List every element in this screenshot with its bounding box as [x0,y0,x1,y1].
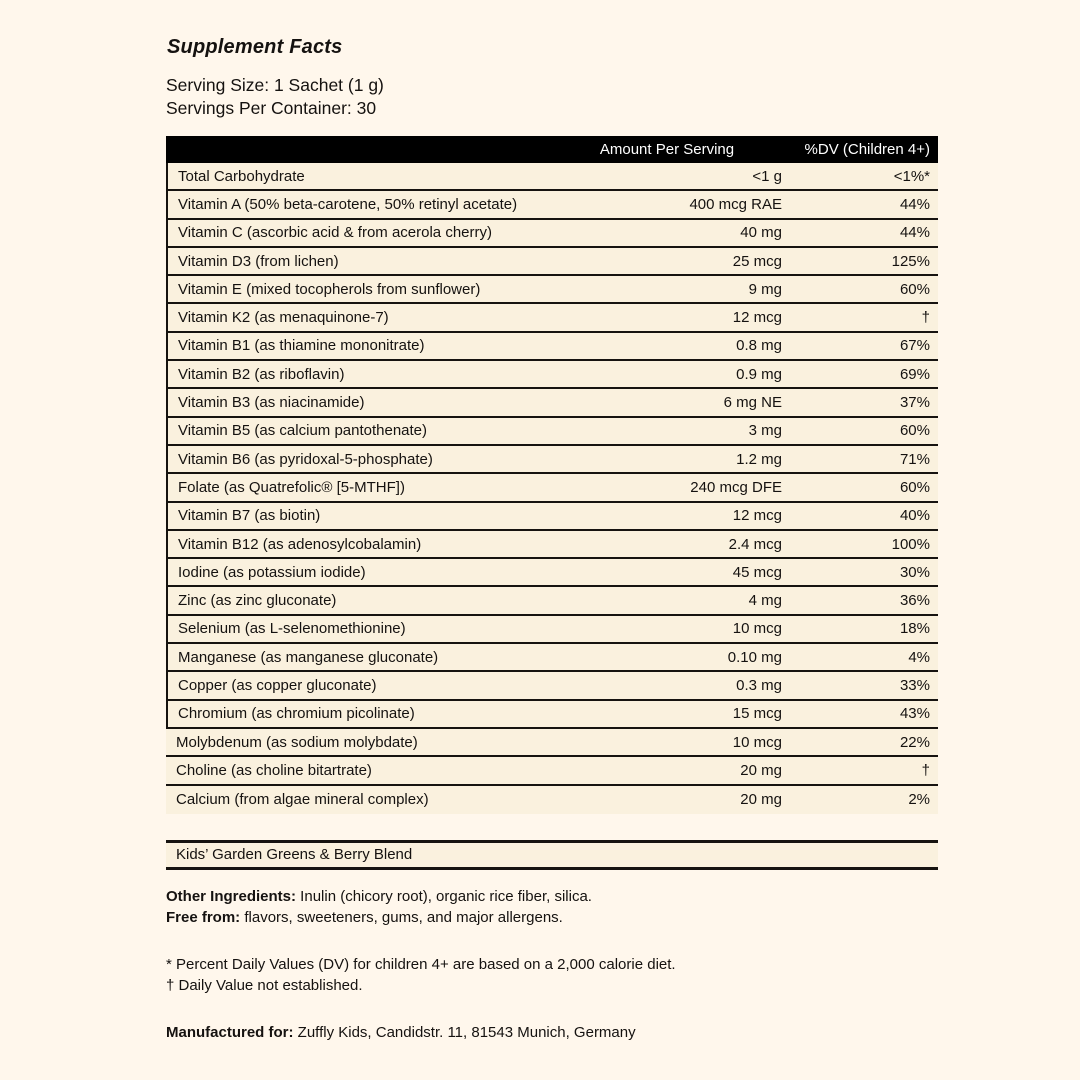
nutrient-dv: 33% [899,676,930,694]
manufacturer-value: Zuffly Kids, Candidstr. 11, 81543 Munich, Germany [293,1023,636,1041]
nutrient-dv: 37% [899,394,930,412]
table-row [166,616,938,644]
nutrient-name: Vitamin E (mixed tocopherols from sunflower) [178,280,481,298]
nutrient-amount: 0.8 mg [736,337,782,355]
nutrient-dv: 43% [899,705,930,723]
table-row [166,503,938,531]
nutrient-dv: 125% [891,252,930,270]
table-header-bar [166,136,938,163]
nutrient-name: Vitamin B2 (as riboflavin) [178,365,345,383]
nutrient-name: Calcium (from algae mineral complex) [176,791,429,809]
nutrient-dv: 30% [899,563,930,581]
nutrient-name: Vitamin D3 (from lichen) [178,252,339,270]
facts-table [166,136,938,814]
nutrient-amount: 2.4 mcg [728,535,782,553]
nutrient-name: Chromium (as chromium picolinate) [178,705,415,723]
nutrient-name: Zinc (as zinc gluconate) [178,592,337,610]
nutrient-amount: 4 mg [748,592,782,610]
nutrient-amount: 240 mcg DFE [690,478,782,496]
free-from-value: flavors, sweeteners, gums, and major allergens. [240,909,563,927]
nutrient-name: Copper (as copper gluconate) [178,676,377,694]
manufacturer-line [166,1022,938,1044]
nutrient-name: Vitamin C (ascorbic acid & from acerola cherry) [178,224,492,242]
dv-footnote: * Percent Daily Values (DV) for children 4+ are based on a 2,000 calorie diet. [166,955,676,973]
nutrient-dv: 44% [899,195,930,213]
table-row [166,248,938,276]
nutrient-dv: 4% [908,648,930,666]
table-row [166,163,938,191]
table-row [166,474,938,502]
free-from-line [166,907,938,929]
other-ingredients-line [166,886,938,908]
nutrient-name: Vitamin K2 (as menaquinone-7) [178,309,389,327]
table-row [166,276,938,304]
serving-info [166,74,384,120]
nutrient-name: Vitamin B6 (as pyridoxal-5-phosphate) [178,450,433,468]
table-row [166,220,938,248]
nutrient-amount: 1.2 mg [736,450,782,468]
table-body [166,163,938,814]
nutrient-dv: 2% [908,791,930,809]
nutrient-amount: 25 mcg [732,252,782,270]
table-row [166,644,938,672]
nutrient-dv: 69% [899,365,930,383]
facts-panel [166,136,938,1043]
nutrient-amount: 0.3 mg [736,676,782,694]
ingredients-info [166,886,938,929]
table-row [166,701,938,729]
nutrient-amount: 20 mg [740,791,782,809]
nutrient-dv: 60% [899,280,930,298]
nutrient-dv: 60% [899,422,930,440]
dagger-footnote: † Daily Value not established. [166,977,363,995]
nutrient-dv: 67% [899,337,930,355]
manufacturer-label: Manufactured for: [166,1023,294,1041]
nutrient-name: Vitamin A (50% beta-carotene, 50% retinyl acetate) [178,195,518,213]
nutrient-amount: 3 mg [748,422,782,440]
other-ingredients-label: Other Ingredients: [166,887,297,905]
table-row [166,389,938,417]
nutrient-amount: <1 g [752,167,782,185]
nutrient-name: Vitamin B1 (as thiamine mononitrate) [178,337,425,355]
nutrient-dv: 40% [899,507,930,525]
nutrient-name: Vitamin B3 (as niacinamide) [178,394,365,412]
nutrient-amount: 6 mg NE [723,394,782,412]
nutrient-dv: 44% [899,224,930,242]
footnotes [166,954,938,997]
nutrient-amount: 15 mcg [732,705,782,723]
table-row [166,672,938,700]
nutrient-name: Choline (as choline bitartrate) [176,761,372,779]
nutrient-name: Vitamin B5 (as calcium pantothenate) [178,422,428,440]
table-row [166,446,938,474]
nutrient-dv: 36% [899,592,930,610]
blend-name: Kids’ Garden Greens & Berry Blend [176,846,413,864]
column-header-dv: %DV (Children 4+) [804,141,930,158]
nutrient-name: Total Carbohydrate [178,167,305,185]
table-row [166,333,938,361]
nutrient-name: Folate (as Quatrefolic® [5-MTHF]) [178,478,405,496]
nutrient-dv: † [921,761,930,779]
nutrient-amount: 9 mg [748,280,782,298]
table-row [166,418,938,446]
nutrient-amount: 400 mcg RAE [689,195,782,213]
nutrient-dv: 71% [899,450,930,468]
nutrient-amount: 10 mcg [732,733,782,751]
nutrient-name: Vitamin B12 (as adenosylcobalamin) [178,535,422,553]
nutrient-amount: 12 mcg [732,507,782,525]
nutrient-amount: 0.10 mg [727,648,782,666]
table-row [166,786,938,814]
nutrient-dv: 22% [899,733,930,751]
nutrient-dv: 18% [899,620,930,638]
table-row [166,531,938,559]
nutrient-amount: 20 mg [740,761,782,779]
nutrient-amount: 45 mcg [732,563,782,581]
nutrient-amount: 10 mcg [732,620,782,638]
nutrient-name: Selenium (as L-selenomethionine) [178,620,406,638]
nutrient-dv: † [921,309,930,327]
blend-row [166,840,938,870]
nutrient-dv: 60% [899,478,930,496]
nutrient-dv: 100% [891,535,930,553]
nutrient-name: Vitamin B7 (as biotin) [178,507,321,525]
table-row [166,559,938,587]
nutrient-dv: <1%* [893,167,930,185]
nutrient-name: Iodine (as potassium iodide) [178,563,366,581]
nutrient-amount: 40 mg [740,224,782,242]
table-row [166,587,938,615]
serving-size: Serving Size: 1 Sachet (1 g) [166,75,384,95]
nutrient-amount: 12 mcg [732,309,782,327]
table-row [166,304,938,332]
table-row [166,361,938,389]
nutrient-name: Molybdenum (as sodium molybdate) [176,733,418,751]
table-row [166,757,938,785]
nutrient-amount: 0.9 mg [736,365,782,383]
nutrient-name: Manganese (as manganese gluconate) [178,648,439,666]
servings-per-container: Servings Per Container: 30 [166,98,377,118]
free-from-label: Free from: [166,909,241,927]
other-ingredients-value: Inulin (chicory root), organic rice fiber, silica. [296,887,592,905]
table-row [166,729,938,757]
column-header-amount: Amount Per Serving [599,141,735,158]
table-row [166,191,938,219]
page-title: Supplement Facts [167,36,343,58]
